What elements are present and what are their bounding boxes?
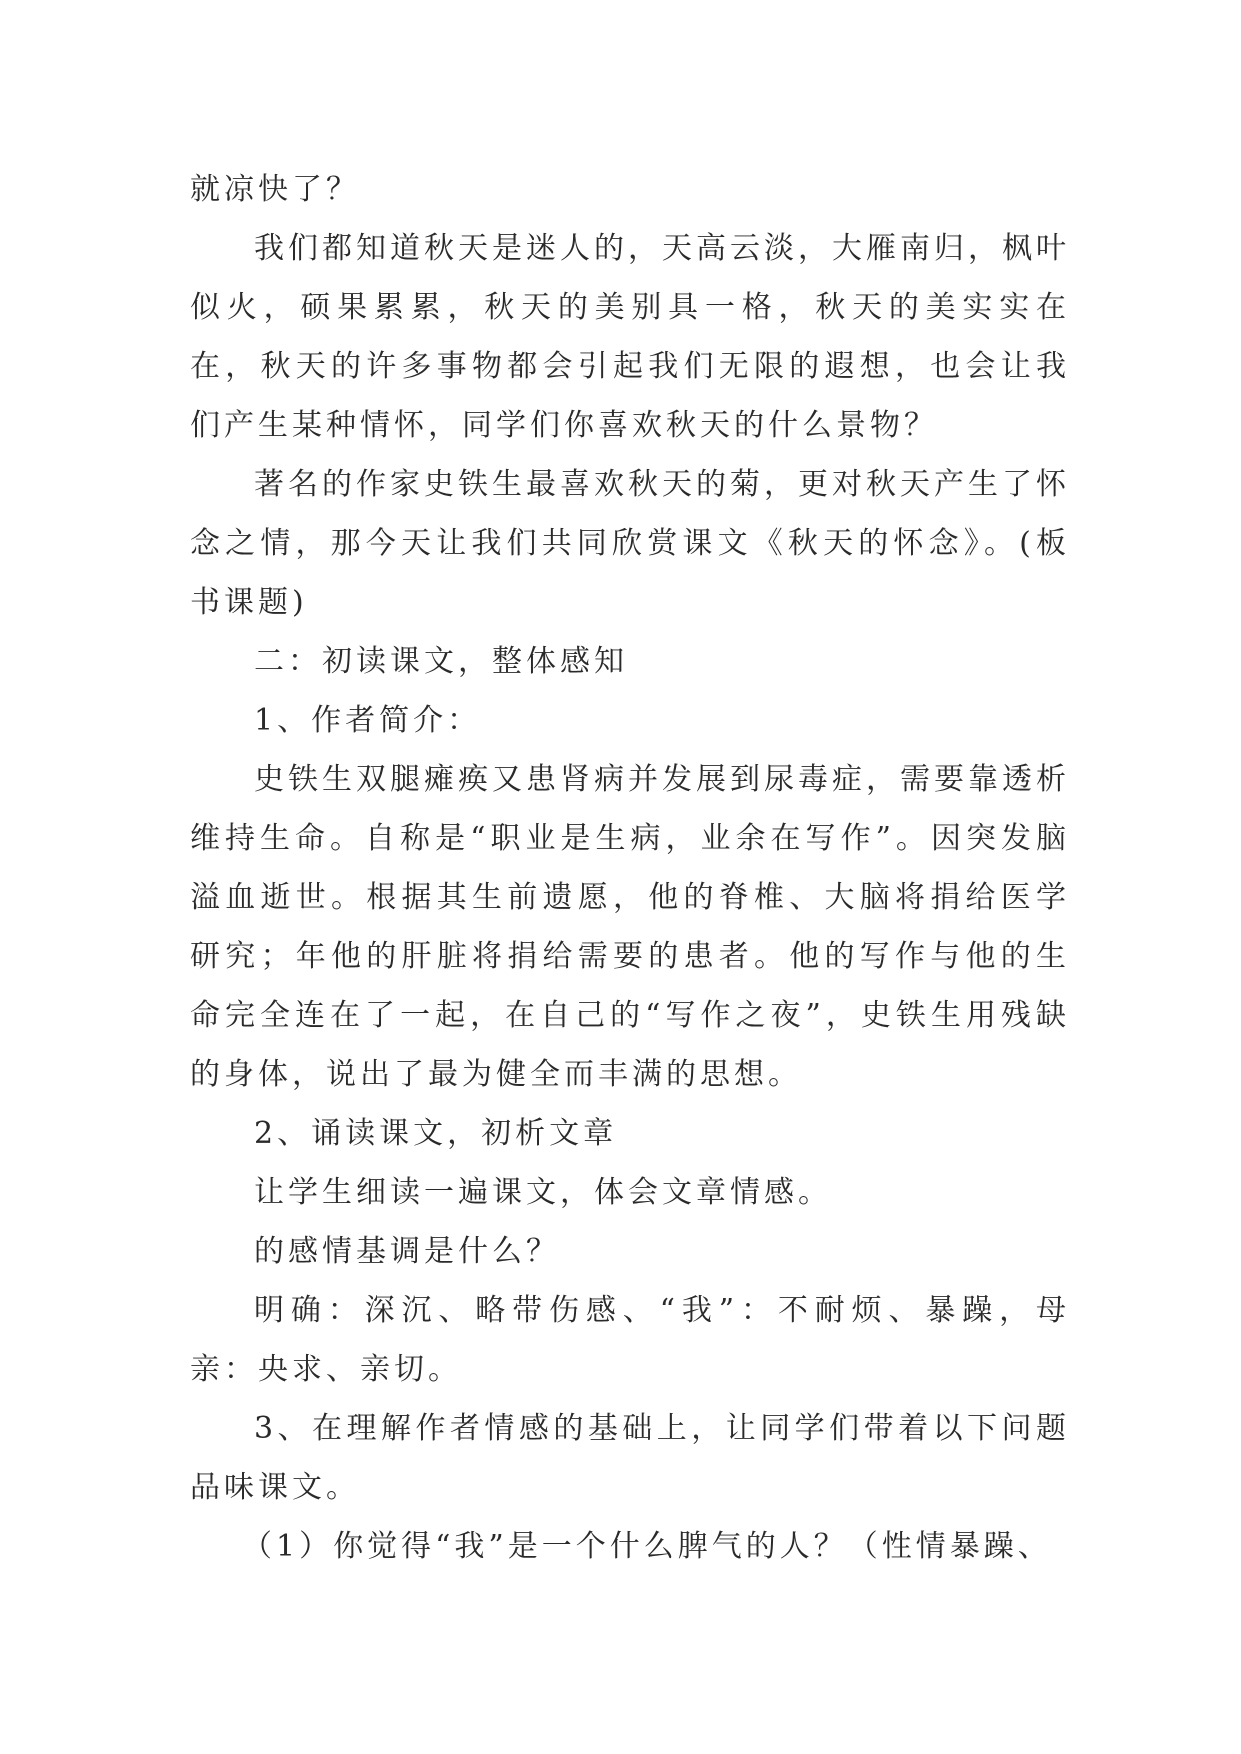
item-author-intro-heading: 1、作者简介： bbox=[254, 703, 482, 738]
section-heading-first-reading: 二：初读课文，整体感知 bbox=[254, 644, 628, 679]
paragraph-reading-instruction: 让学生细读一遍课文，体会文章情感。 bbox=[254, 1175, 832, 1210]
paragraph-answer-tone: 明确：深沉、略带伤感、“我”：不耐烦、暴躁，母亲：央求、亲切。 bbox=[190, 1293, 1070, 1387]
paragraph-continuation: 就凉快了？ bbox=[190, 172, 360, 207]
item-understanding-heading: 3、在理解作者情感的基础上，让同学们带着以下问题品味课文。 bbox=[190, 1411, 1070, 1505]
item-reading-heading: 2、诵读课文，初析文章 bbox=[254, 1116, 618, 1151]
paragraph-question-tone: 的感情基调是什么？ bbox=[254, 1234, 560, 1269]
paragraph-question-1: （1）你觉得“我”是一个什么脾气的人？（性情暴躁、 bbox=[242, 1529, 1052, 1564]
paragraph-author-bio: 史铁生双腿瘫痪又患肾病并发展到尿毒症，需要靠透析维持生命。自称是“职业是生病，业余在写作”。因突发脑溢血逝世。根据其生前遗愿，他的脊椎、大脑将捐给医学研究；年他的肝脏将捐给需要的患者。他的写作与他的生命完全连在了一起，在自己的“写作之夜”，史铁生用残缺的身体，说出了最为健全而丰满的思想。 bbox=[190, 762, 1070, 1092]
paragraph-autumn-intro: 我们都知道秋天是迷人的，天高云淡，大雁南归，枫叶似火，硕果累累，秋天的美别具一格，秋天的美实实在在，秋天的许多事物都会引起我们无限的遐想，也会让我们产生某种情怀，同学们你喜欢秋天的什么景物？ bbox=[190, 231, 1070, 443]
document-body bbox=[190, 160, 1070, 1576]
paragraph-author-chrysanthemum: 著名的作家史铁生最喜欢秋天的菊，更对秋天产生了怀念之情，那今天让我们共同欣赏课文《秋天的怀念》。(板书课题) bbox=[190, 467, 1070, 620]
